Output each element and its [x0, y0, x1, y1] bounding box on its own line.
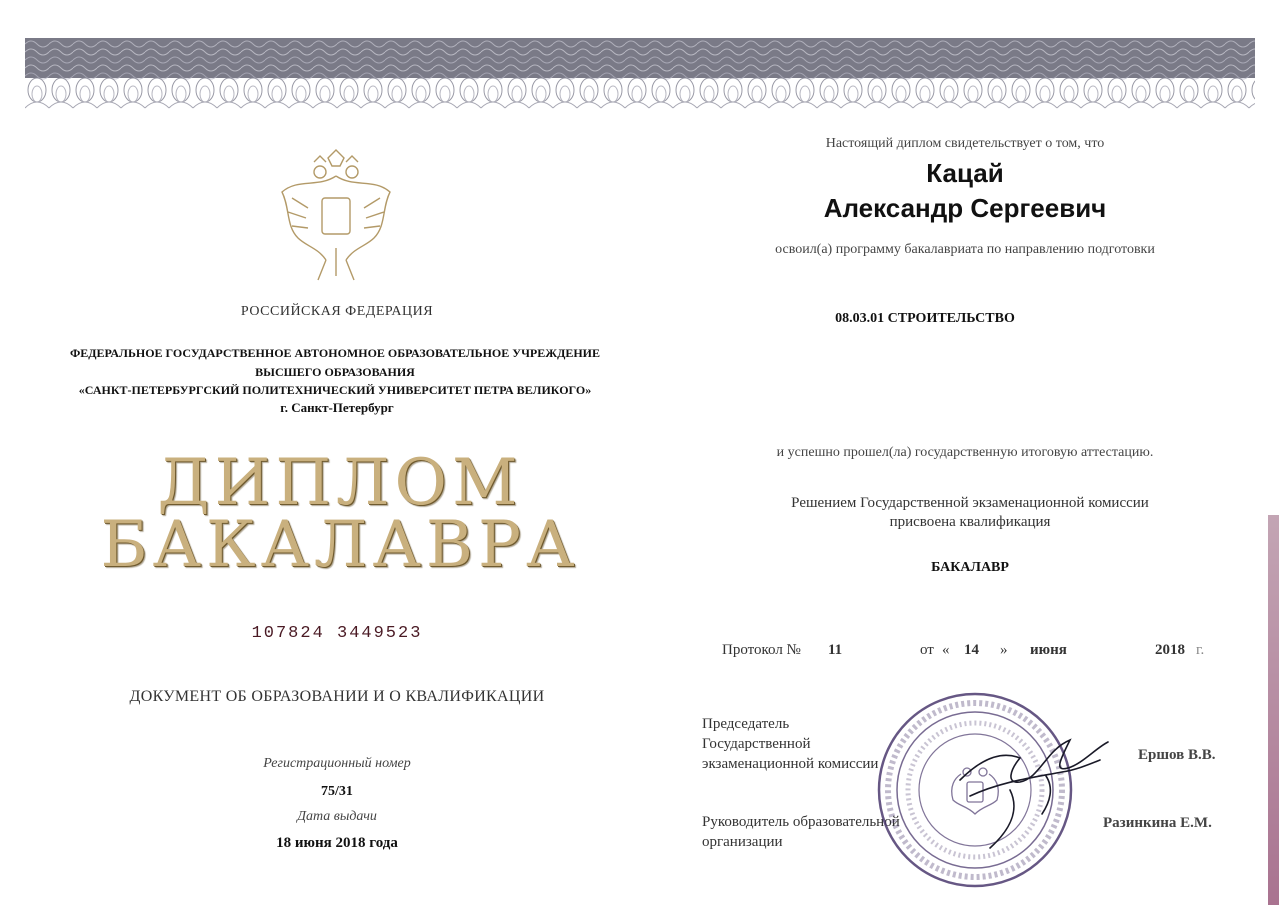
attestation-statement: и успешно прошел(ла) государственную итоговую аттестацию.: [776, 445, 1154, 460]
security-band: [25, 38, 1255, 110]
protocol-day: 14: [964, 642, 979, 658]
protocol-label: Протокол №: [722, 642, 801, 658]
coat-of-arms-emblem: [268, 148, 404, 288]
org-name-line1: ФЕДЕРАЛЬНОЕ ГОСУДАРСТВЕННОЕ АВТОНОМНОЕ ОБРАЗОВАТЕЛЬНОЕ УЧРЕЖДЕНИЕ: [69, 346, 601, 360]
head-title-line1: Руководитель образовательной: [702, 814, 900, 830]
country-name: РОССИЙСКАЯ ФЕДЕРАЦИЯ: [240, 304, 434, 319]
org-city: г. Санкт-Петербург: [280, 400, 394, 415]
handwritten-signature: [950, 720, 1120, 860]
qualification: БАКАЛАВР: [931, 560, 1009, 575]
protocol-from-label: от: [920, 642, 934, 658]
program-statement: освоил(а) программу бакалавриата по направлению подготовки: [775, 242, 1155, 257]
commission-chair-title: [702, 714, 878, 774]
page-edge-strip: [1268, 515, 1279, 905]
graduate-surname: Кацай: [926, 158, 1004, 188]
diploma-serial-number: 107824 3449523: [251, 624, 423, 643]
diploma-title-line2: БАКАЛАВРА: [100, 508, 580, 582]
graduate-given-names: Александр Сергеевич: [823, 193, 1107, 223]
commission-decision-line1: Решением Государственной экзаменационной комиссии: [791, 495, 1149, 511]
organization-head-title: [702, 812, 900, 852]
protocol-quote-close: »: [1000, 642, 1008, 658]
diploma-title-line1: ДИПЛОМ: [157, 446, 523, 520]
registration-number-label: Регистрационный номер: [263, 756, 411, 771]
chair-name: Ершов В.В.: [1138, 747, 1216, 763]
certification-statement: Настоящий диплом свидетельствует о том, что: [825, 136, 1105, 151]
registration-number: 75/31: [321, 784, 353, 799]
org-name-line3: «САНКТ-ПЕТЕРБУРГСКИЙ ПОЛИТЕХНИЧЕСКИЙ УНИВЕРСИТЕТ ПЕТРА ВЕЛИКОГО»: [78, 383, 592, 397]
chair-title-line3: экзаменационной комиссии: [702, 756, 879, 772]
protocol-month: июня: [1030, 642, 1067, 658]
issue-date-label: Дата выдачи: [297, 809, 377, 824]
program-code-name: 08.03.01 СТРОИТЕЛЬСТВО: [835, 311, 1015, 326]
protocol-year-suffix: г.: [1196, 642, 1205, 658]
protocol-quote-open: «: [942, 642, 950, 658]
protocol-number: 11: [828, 642, 843, 658]
head-title-line2: организации: [702, 834, 783, 850]
issue-date: 18 июня 2018 года: [276, 835, 398, 851]
head-name: Разинкина Е.М.: [1103, 815, 1212, 831]
chair-title-line1: Председатель: [702, 716, 790, 732]
chair-title-line2: Государственной: [702, 736, 811, 752]
protocol-year: 2018: [1155, 642, 1185, 658]
document-type: ДОКУМЕНТ ОБ ОБРАЗОВАНИИ И О КВАЛИФИКАЦИИ: [129, 688, 545, 705]
org-name-line2: ВЫСШЕГО ОБРАЗОВАНИЯ: [255, 365, 415, 379]
commission-decision-line2: присвоена квалификация: [889, 514, 1051, 530]
